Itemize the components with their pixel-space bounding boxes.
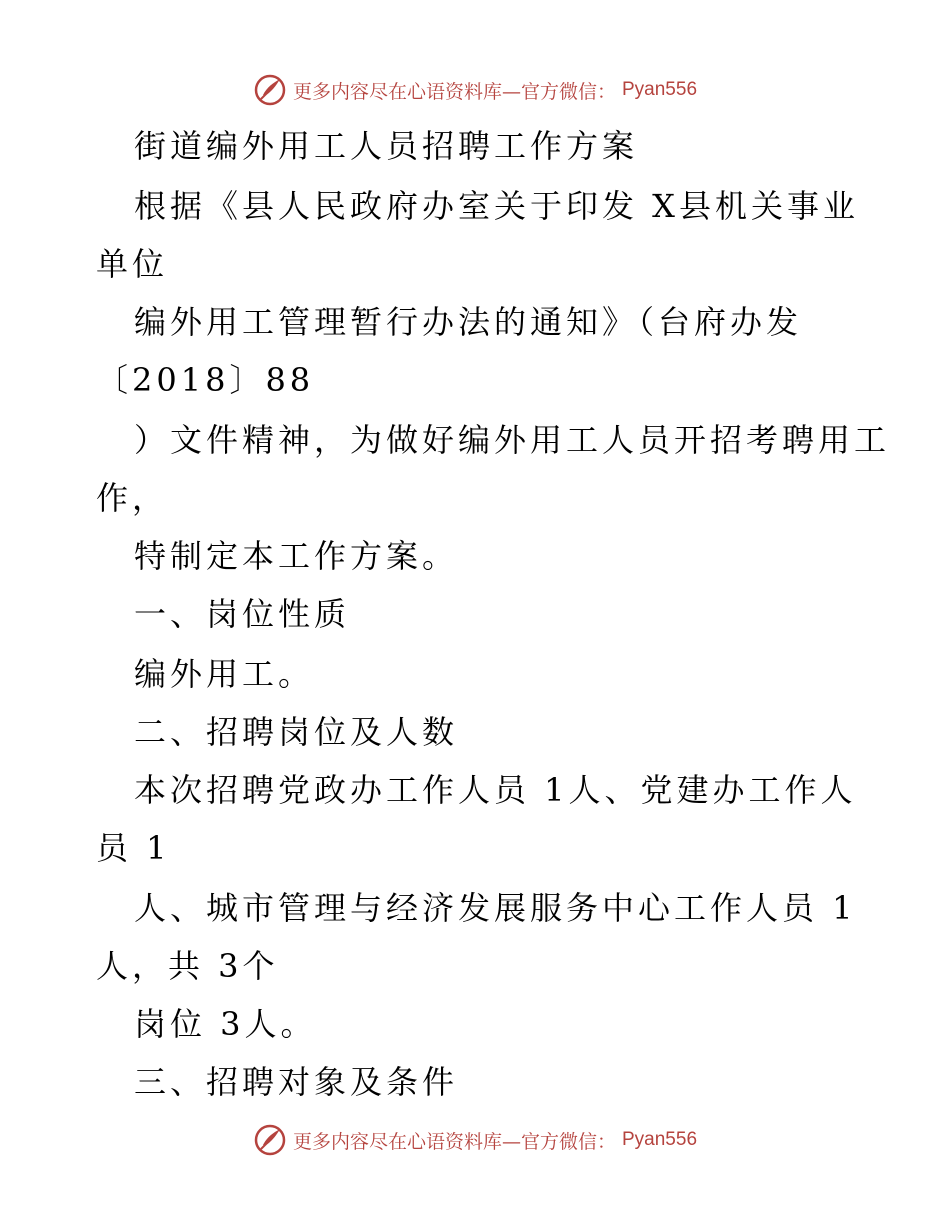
section-heading: 二、招聘岗位及人数: [134, 713, 459, 751]
paragraph-line: 特制定本工作方案。: [134, 537, 459, 575]
paragraph-line: 编外用工。: [134, 655, 315, 693]
header-watermark: [0, 70, 950, 110]
paragraph-line: 〔2018〕88: [96, 361, 315, 399]
quill-seal-icon: [253, 1123, 287, 1157]
paragraph-line: 人、城市管理与经济发展服务中心工作人员 1: [134, 889, 857, 927]
paragraph-line: 员 1: [96, 829, 171, 867]
paragraph-line: 本次招聘党政办工作人员 1人、党建办工作人: [134, 771, 857, 809]
section-heading: 一、岗位性质: [134, 595, 351, 633]
watermark-text: 更多内容尽在心语资料库—官方微信：: [292, 80, 616, 103]
paragraph-line: 根据《县人民政府办室关于印发 X县机关事业: [134, 187, 859, 225]
watermark-account: Pyan556: [622, 79, 698, 100]
paragraph-line: 人，共 3个: [96, 947, 279, 985]
paragraph-line: 作，: [96, 479, 169, 517]
section-heading: 三、招聘对象及条件: [134, 1063, 459, 1101]
watermark-account: Pyan556: [622, 1129, 698, 1150]
paragraph-line: 编外用工管理暂行办法的通知》（台府办发: [134, 303, 803, 341]
footer-watermark: [0, 1120, 950, 1160]
paragraph-line: 单位: [96, 245, 169, 283]
watermark-text: 更多内容尽在心语资料库—官方微信：: [292, 1130, 616, 1153]
document-title: 街道编外用工人员招聘工作方案: [134, 127, 639, 165]
quill-seal-icon: [253, 73, 287, 107]
paragraph-line: ）文件精神，为做好编外用工人员开招考聘用工: [134, 421, 891, 459]
paragraph-line: 岗位 3人。: [134, 1005, 317, 1043]
